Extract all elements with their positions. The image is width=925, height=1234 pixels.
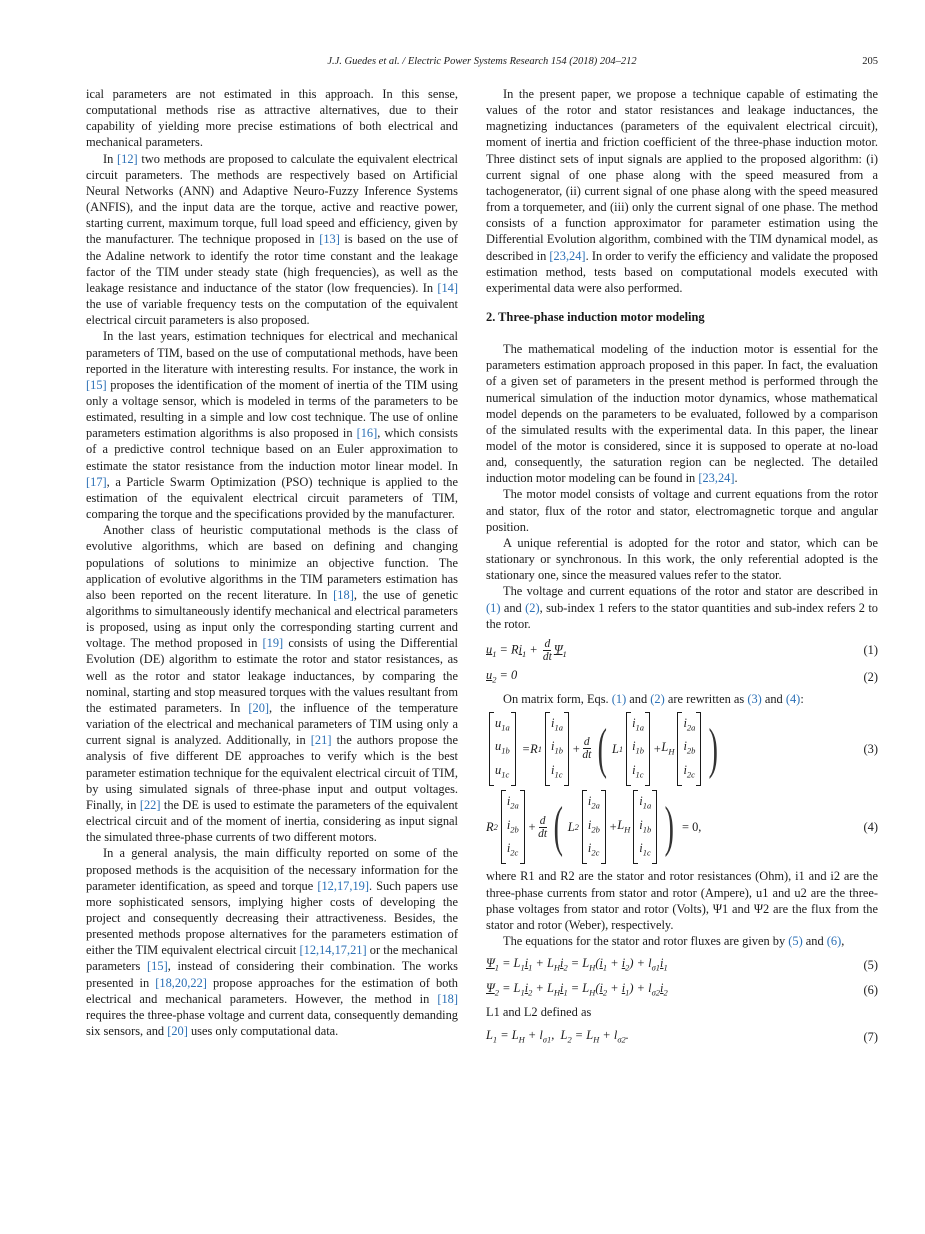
- equation-number: (7): [863, 1029, 878, 1044]
- right-column: [486, 86, 878, 1051]
- equation-1: $u_1 = Ri_1$ + $\frac{d}{dt}$ $\Psi_1$ (1): [486, 637, 878, 663]
- paragraph: On matrix form, Eqs. (1) and (2) are rewritten as (3) and (4):: [503, 692, 804, 707]
- citation-link[interactable]: [17]: [86, 474, 107, 489]
- section-heading: 2. Three-phase induction motor modeling: [486, 310, 705, 325]
- equation-number: (5): [863, 958, 878, 973]
- page-number: 205: [862, 56, 878, 67]
- citation-link[interactable]: [23,24]: [549, 248, 586, 263]
- equation-3: $u_{1a}$ $u_{1b}$ $u_{1c}$ = R 1 $i_{1a}$ $i_{1b}$ $i_{1c}$ + $\frac{d}{dt}$ ( L 1 $i_{1a}$ $i_{1b}$ $i_{1c}$ + $L_H$ $i_{2a}$ $i_{2b}$ $i_{2c}$ ) (3): [486, 712, 878, 786]
- citation-link[interactable]: [19]: [262, 636, 284, 651]
- citation-link[interactable]: [12,17,19]: [317, 878, 369, 893]
- equation-4: R 2 $i_{2a}$ $i_{2b}$ $i_{2c}$ + $\frac{d}{dt}$ ( L 2 $i_{2a}$ $i_{2b}$ $i_{2c}$ + $L_H$ $i_{1a}$ $i_{1b}$ $i_{1c}$ ) = 0, (4): [486, 790, 878, 864]
- citation-link[interactable]: [18]: [333, 587, 354, 602]
- paragraph: In a general analysis, the main difficulty reported on some of the proposed methods is the acquisition of the necessary information for the parameter identification, as speed and torque [12,17,19]. Such papers use more sophisticated sensors, implying higher costs of developing the project and consequently decreasing their attractiveness. Besides, the presented methods propose alternatives for the parameters estimation of either the TIM equivalent electrical circuit [12,14,17,21] or the mechanical parameters [15], instead of considering their combination. The works presented in [18,20,22] propose approaches for the estimation of both electrical and mechanical parameters. However, the method in [18] requires the three-phase voltage and current data, consequently demanding six sensors, and [20] uses only computational data.: [86, 846, 458, 1039]
- paragraph: In [12] two methods are proposed to calculate the equivalent electrical circuit parameters. The methods are respectively based on Artificial Neural Networks (ANN) and Adaptive Neuro-Fuzzy Inference Systems (ANFIS), and the input data are the torque, active and reactive power, starting current, maximum torque, full load speed and efficiency, given by the manufacturer. The technique proposed in [13] is based on the use of the Adaline network to identify the rotor time constant and the leakage factor of the TIM under steady state (high frequencies), as well as the leakage resistance and inductance of the stator (low frequencies). In [14] the use of variable frequency tests on the computation of the equivalent electrical circuit parameters is also proposed.: [86, 151, 458, 328]
- citation-link[interactable]: [12]: [117, 151, 138, 166]
- equation-number: (1): [863, 643, 878, 658]
- citation-link[interactable]: [20]: [167, 1024, 188, 1039]
- citation-link[interactable]: [13]: [319, 232, 340, 247]
- equation-7: $L_1 = L_H + l_{\sigma 1}$, $L_2 = L_H + l_{\sigma 2}$. (7): [486, 1027, 878, 1045]
- left-column: [86, 86, 458, 1039]
- equation-link[interactable]: (4): [785, 692, 801, 707]
- equation-2: $u_2 = 0$ (2): [486, 667, 878, 685]
- citation-link[interactable]: [16]: [356, 426, 378, 441]
- citation-link[interactable]: [18,20,22]: [155, 975, 207, 990]
- citation-link[interactable]: [14]: [437, 280, 458, 295]
- paragraph: where R1 and R2 are the stator and rotor resistances (Ohm), i1 and i2 are the three-phase currents from stator and rotor (Ampere), u1 and u2 are the three-phase voltages from stator and rotor (Volts), Ψ1 and Ψ2 are the flux from the stator and rotor (Weber), respectively.: [486, 869, 878, 932]
- paragraph: The mathematical modeling of the induction motor is essential for the parameters estimation approach proposed in this paper. In fact, the evaluation of a given set of parameters in the present method is performed through the numerical simulation of the induction motor dynamics, whose mathematical model depends on the parameters to be evaluated, followed by a comparison of the simulated results with the experimental data. In this paper, the linear model of the motor is considered, since it is supposed to operate at no-load and, consequently, the saturation region can be neglected. The detailed induction motor modeling can be found in [23,24].: [486, 342, 878, 486]
- equation-6: $\Psi_2 = L_1i_2 + L_Hi_1 = L_H(i_2 + i_1) + l_{\sigma 2}i_2$ (6): [486, 980, 878, 998]
- equation-link[interactable]: (3): [747, 692, 762, 707]
- equation-link[interactable]: (2): [650, 692, 665, 707]
- paragraph: In the present paper, we propose a technique capable of estimating the values of the rotor and stator resistances and leakage inductances, the magnetizing inductances (parameters of the equivalent electrical circuit), moment of inertia and friction coefficient of the three-phase induction motor. Three distinct sets of input signals are applied to the proposed algorithm: (i) current signal of one phase along with the speed measured from a tachogenerator, (ii) current signal of one phase along with the speed measured from a torquemeter, and (iii) only the current signal of one phase. The method consists of a function approximator for parameter estimation using the Differential Evolution algorithm, combined with the TIM dynamical model, as described in [23,24]. In order to verify the efficiency and validate the proposed estimation method, tests based on computational models executed with experimental data were also performed.: [486, 87, 878, 295]
- citation-link[interactable]: [22]: [139, 797, 161, 812]
- journal-citation: J.J. Guedes et al. / Electric Power Systems Research 154 (2018) 204–212: [327, 56, 637, 67]
- citation-link[interactable]: [18]: [437, 991, 458, 1006]
- paragraph: The motor model consists of voltage and current equations from the rotor and stator, flux of the rotor and stator, electromagnetic torque and angular position.: [486, 487, 878, 534]
- paragraph: ical parameters are not estimated in this approach. In this sense, computational methods rise as attractive alternatives, due to their capability of yielding more precise estimations of both electrical and mechanical parameters.: [86, 87, 458, 150]
- equation-link[interactable]: (1): [486, 600, 501, 615]
- paragraph: Another class of heuristic computational methods is the class of evolutive algorithms, which are based on defining and changing populations of solutions to minimize an objective function. The application of evolutive algorithms in the TIM parameters estimation has also been reported on the recent literature. In [18], the use of genetic algorithms to simultaneously identify mechanical and electrical parameters is proposed, using as input only the corresponding starting current and voltage. The method proposed in [19] consists of using the Differential Evolution (DE) algorithm to estimate the rotor and stator resistances, as well as the rotor and stator leakage inductances, by comparing the nominal, starting and stop measured torques with the values resultant from the estimated parameters. In [20], the influence of the temperature variation of the electrical and mechanical parameters of TIM using only a current signal is analyzed. Additionally, in [21] the authors propose the analysis of five different DE approaches to verify which is the best parameter estimation technique for the equivalent electrical circuit of TIM, by using simulated signals of three-phase input and output voltages. Finally, in [22] the DE is used to estimate the parameters of the equivalent electrical circuit and of the moment of inertia, considering as input signal the simulated three-phase currents of two different motors.: [86, 523, 458, 845]
- citation-link[interactable]: [15]: [86, 377, 107, 392]
- citation-link[interactable]: [21]: [310, 733, 332, 748]
- paragraph: L1 and L2 defined as: [486, 1005, 592, 1020]
- paragraph: A unique referential is adopted for the rotor and stator, which can be stationary or synchronous. In this work, the only referential adopted is the stationary one, since the measured values refer to the stator.: [486, 535, 878, 583]
- paragraph: The voltage and current equations of the rotor and stator are described in (1) and (2), sub-index 1 refers to the stator quantities and sub-index refers 2 to the rotor.: [486, 584, 878, 631]
- equation-link[interactable]: (6): [826, 934, 842, 949]
- equation-link[interactable]: (5): [788, 934, 803, 949]
- equation-5: $\Psi_1 = L_1i_1 + L_Hi_2 = L_H(i_1 + i_2) + l_{\sigma 1}i_1$ (5): [486, 956, 878, 973]
- citation-link[interactable]: [23,24]: [698, 471, 735, 486]
- running-header: [86, 56, 878, 72]
- equation-link[interactable]: (1): [611, 692, 627, 707]
- equation-number: (3): [863, 741, 878, 756]
- citation-link[interactable]: [20]: [248, 700, 270, 715]
- paragraph: In the last years, estimation techniques for electrical and mechanical parameters of TIM, based on the use of computational methods, have been reported in the literature with interesting results. For instance, the work in [15] proposes the identification of the moment of inertia of the TIM using only a voltage sensor, which is modeled in terms of the parameters to be estimated, resulting in a simple and low cost technique. The use of online parameters estimation algorithms is also proposed in [16], which consists of a predictive control technique based on an Euler approximation to estimate the stator resistance from the induction motor linear model. In [17], a Particle Swarm Optimization (PSO) technique is applied to the estimation of the equivalent electrical circuit parameters of TIM, comparing the torque and the specifications provided by the manufacturer.: [86, 329, 458, 522]
- citation-link[interactable]: [12,14,17,21]: [299, 943, 367, 958]
- equation-number: (6): [863, 983, 878, 998]
- equation-link[interactable]: (2): [525, 600, 540, 615]
- paragraph: The equations for the stator and rotor fluxes are given by (5) and (6),: [503, 934, 845, 949]
- equation-number: (2): [863, 670, 878, 685]
- equation-number: (4): [863, 820, 878, 835]
- citation-link[interactable]: [15]: [147, 959, 168, 974]
